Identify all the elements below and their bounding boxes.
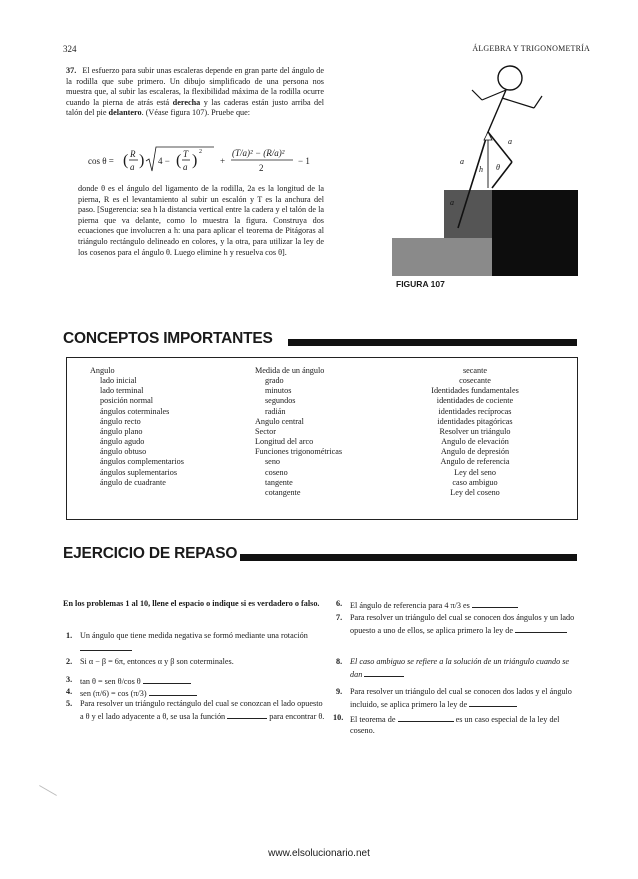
label-a-back-lower: a [450, 198, 454, 207]
answer-blank[interactable] [398, 713, 454, 722]
concept-item: Medida de un ángulo [255, 366, 325, 375]
concept-item: tangente [265, 477, 293, 487]
exercise-instructions: En los problemas 1 al 10, llene el espacio o indique si es verdadero o falso. [63, 599, 320, 608]
concept-item: cosecante [459, 376, 491, 386]
problem-text-c: . (Véase figura 107). Pruebe que: [141, 108, 251, 118]
concept-item: Angulo de depresión [440, 447, 510, 457]
svg-text:): ) [192, 152, 198, 169]
label-theta: θ [496, 163, 500, 172]
answer-blank[interactable] [143, 675, 191, 684]
concept-item: Angulo de elevación [441, 437, 509, 447]
concept-item: ángulo agudo [100, 437, 145, 447]
concept-item: Funciones trigonométricas [255, 447, 343, 457]
eq-sqrt-left: 4 − [158, 156, 170, 166]
front-shin [492, 162, 512, 188]
question-number: 2. [66, 657, 73, 666]
problem-37-explanation: donde θ es el ángulo del ligamento de la rodilla, 2a es la longitud de la pierna, R es el levantamiento al subir un escalón y T es la anchura del paso. [Sugerencia: sea h la distancia vertical entre la cadera y el talón de la pierna que va delante, como lo muestra la figura. Construya dos ecuaciones que involucren a h: una para aplicar el teorema de Pitágoras al triángulo rectángulo delineado en colores, y la otra, para utilizar la ley de los cosenos para el ángulo θ. Luego elimine h y resuelva cos θ]. [78, 184, 324, 257]
question-number: 6. [336, 599, 343, 608]
concept-item: lado terminal [100, 386, 144, 396]
concept-item: minutos [265, 386, 292, 396]
question-3 [66, 675, 328, 688]
concept-item: Ley del coseno [450, 487, 500, 497]
question-number: 8. [336, 657, 343, 666]
label-h: h [479, 165, 483, 174]
question-text: sen (π/6) = cos (π/3) [80, 689, 147, 698]
answer-blank[interactable] [469, 698, 517, 707]
concept-item: identidades pitagóricas [437, 416, 513, 426]
eq-f1-num: R [130, 149, 136, 159]
question-5 [66, 699, 328, 722]
concept-item: ángulos suplementarios [100, 467, 178, 477]
question-number: 3. [66, 675, 73, 684]
question-1 [66, 631, 328, 654]
eq-plus: + [220, 156, 226, 166]
concept-item: segundos [265, 396, 296, 406]
question-10 [333, 713, 580, 736]
concept-item: radián [265, 406, 286, 416]
footer-url[interactable]: www.elsolucionario.net [268, 848, 370, 859]
section-title-conceptos: CONCEPTOS IMPORTANTES [63, 330, 273, 347]
eq-f2-num: T [183, 149, 189, 159]
concept-item: identidades de cociente [436, 396, 514, 406]
eq-lhs: cos θ = [88, 156, 114, 166]
question-4 [66, 687, 328, 700]
concept-item: secante [462, 366, 488, 375]
concept-item: posición normal [100, 396, 153, 406]
concept-item: Angulo de referencia [440, 457, 510, 467]
question-text: El ángulo de referencia para 4 π/3 es [350, 601, 470, 610]
concept-item: Ley del seno [454, 467, 496, 477]
question-text: Un ángulo que tiene medida negativa se formó mediante una rotación [80, 631, 308, 640]
concepts-column-3 [400, 366, 550, 498]
stairs-figure [392, 60, 582, 276]
question-2 [66, 657, 328, 668]
question-text: Para resolver un triángulo del cual se conocen dos lados y el ángulo incluido, se aplica primero la ley de [350, 687, 572, 709]
svg-text:): ) [139, 152, 145, 169]
answer-blank[interactable] [515, 624, 567, 633]
label-a-back-upper: a [460, 157, 464, 166]
section-rule-conceptos [288, 339, 577, 346]
concept-item: identidades recíprocas [438, 406, 512, 416]
eq-tail: − 1 [298, 156, 310, 166]
question-text-end: para encontrar θ. [269, 711, 325, 721]
question-text: Para resolver un triángulo rectángulo del cual se conozcan el lado opuesto a θ y el lado adyacente a θ, se usa la función [80, 699, 323, 721]
problem-text-a: El esfuerzo para subir unas escaleras depende en gran parte del ángulo de la rodilla que sube primero. Un dibujo simplificado de una persona nos muestra que, al subir las escaleras, la flexibilidad máxima de la rodilla ocurre cuando la pierna de atrás está [66, 66, 324, 107]
problem-text-b: y las caderas están justo arriba del talón del pie [66, 97, 325, 118]
question-8 [336, 657, 580, 680]
svg-text:(: ( [176, 152, 182, 169]
scan-mark [39, 785, 57, 796]
question-number: 1. [66, 631, 73, 640]
label-a-front: a [508, 137, 512, 146]
concept-item: grado [265, 376, 284, 386]
problem-number: 37. [66, 66, 77, 75]
question-6 [336, 599, 580, 612]
concept-item: Identidades fundamentales [431, 386, 519, 396]
question-number: 5. [66, 699, 73, 708]
answer-blank[interactable] [149, 687, 197, 696]
eq-square: 2 [199, 149, 202, 155]
question-text: El caso ambiguo se refiere a la solución de un triángulo cuando se dan [350, 657, 570, 679]
question-number: 4. [66, 687, 73, 696]
question-number: 9. [336, 687, 343, 696]
eq-f2-den: a [183, 162, 188, 172]
svg-text:(: ( [123, 152, 129, 169]
concept-item: lado inicial [100, 376, 137, 386]
emphasis-word: derecha [172, 97, 201, 107]
concepts-column-1 [90, 366, 184, 488]
running-title: ÁLGEBRA Y TRIGONOMETRÍA [472, 44, 590, 53]
answer-blank[interactable] [472, 599, 518, 608]
concept-item: ángulos coterminales [100, 406, 170, 416]
question-text: Para resolver un triángulo del cual se conocen dos ángulos y un lado opuesto a uno de ellos, se aplica primero la ley de [350, 613, 575, 635]
emphasis-word-2: delantero [108, 108, 142, 118]
question-text: El teorema de [350, 715, 396, 724]
concept-item: coseno [265, 467, 288, 477]
question-text: tan θ = sen θ/cos θ [80, 677, 141, 686]
concept-item: cotangente [265, 487, 301, 497]
concept-item: ángulo recto [100, 416, 141, 426]
concept-item: Angulo central [255, 416, 304, 426]
figure-caption: FIGURA 107 [396, 279, 445, 289]
upper-step [492, 190, 578, 276]
answer-blank[interactable] [80, 642, 132, 651]
concept-item: seno [265, 457, 281, 467]
concept-item: ángulo obtuso [100, 447, 147, 457]
question-text: Si α − β = 6π, entonces α y β son coterminales. [80, 657, 234, 666]
concepts-column-2 [255, 366, 342, 498]
eq-f1-den: a [130, 162, 135, 172]
concept-item: Angulo [90, 366, 115, 375]
concept-item: Resolver un triángulo [439, 426, 511, 436]
concept-item: ángulos complementarios [100, 457, 184, 467]
question-text-end: es un caso especial de la ley del coseno. [350, 715, 560, 735]
concept-item: caso ambiguo [452, 477, 498, 487]
problem-37-statement [66, 66, 324, 119]
concept-item: Longitud del arco [255, 437, 314, 447]
answer-blank[interactable] [364, 668, 404, 677]
answer-blank[interactable] [227, 710, 267, 719]
question-9 [336, 687, 580, 710]
page-number: 324 [63, 44, 77, 54]
section-title-repaso: EJERCICIO DE REPASO [63, 545, 238, 562]
eq-f3-num: (T/a)² − (R/a)² [232, 148, 285, 158]
cosine-equation [86, 143, 326, 179]
question-7 [336, 613, 580, 636]
eq-f3-den: 2 [259, 163, 264, 173]
concept-item: Sector [255, 426, 276, 436]
concept-item: ángulo de cuadrante [100, 477, 166, 487]
question-number: 10. [333, 713, 344, 722]
head [498, 66, 522, 90]
question-number: 7. [336, 613, 343, 622]
concept-item: ángulo plano [100, 426, 143, 436]
section-rule-repaso [240, 554, 577, 561]
